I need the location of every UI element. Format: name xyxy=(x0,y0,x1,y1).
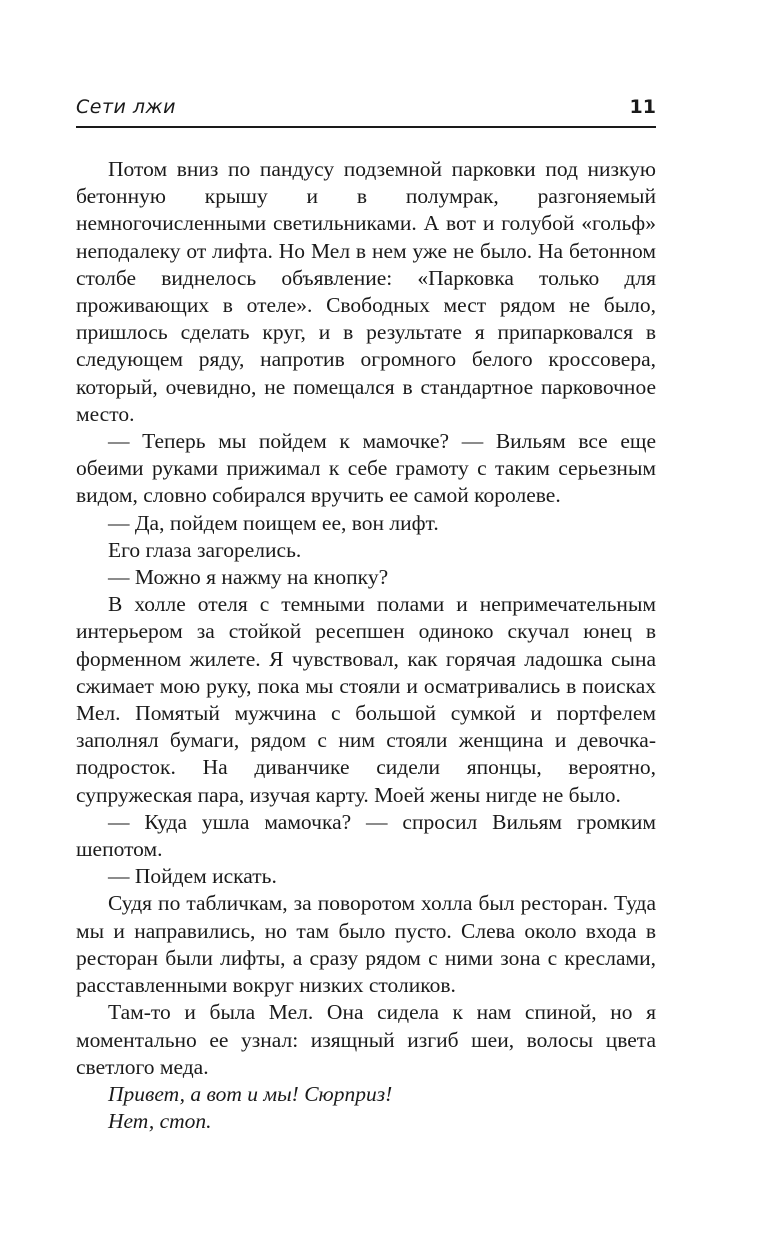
dialogue-paragraph: — Пойдем искать. xyxy=(108,864,277,889)
header-rule xyxy=(76,126,656,128)
paragraph: Потом вниз по пандусу подземной парковки под низкую бетонную крышу и в полумрак, разгоняемый немногочисленными светильниками. А вот и голубой «гольф» неподалеку от лифта. Но Мел в нем уже не было. На бетонном столбе виднелось объявление: «Парковка только для проживающих в отеле». Свободных мест рядом не было, пришлось сделать круг, и в результате я припарковался в следующем ряду, напротив огромного белого кроссовера, который, очевидно, не помещался в стандартное парковочное место. xyxy=(76,157,656,426)
running-title: Сети лжи xyxy=(76,96,177,118)
dialogue-paragraph: — Теперь мы пойдем к мамочке? — Вильям все еще обеими руками прижимал к себе грамоту с таким серьезным видом, словно собирался вручить ее самой королеве. xyxy=(76,429,656,508)
body-text xyxy=(76,156,656,1135)
paragraph: Судя по табличкам, за поворотом холла был ресторан. Туда мы и направились, но там было пусто. Слева около входа в ресторан были лифты, а сразу рядом с ними зона с креслами, расставленными вокруг низких столиков. xyxy=(76,891,656,998)
page-number: 11 xyxy=(629,96,656,118)
paragraph: Там-то и была Мел. Она сидела к нам спиной, но я моментально ее узнал: изящный изгиб шеи, волосы цвета светлого меда. xyxy=(76,1000,656,1079)
dialogue-paragraph: — Да, пойдем поищем ее, вон лифт. xyxy=(108,510,439,535)
dialogue-paragraph: — Куда ушла мамочка? — спросил Вильям громким шепотом. xyxy=(76,809,656,862)
running-header xyxy=(76,96,656,124)
italic-thought: Привет, а вот и мы! Сюрприз! xyxy=(108,1081,393,1106)
paragraph: В холле отеля с темными полами и непримечательным интерьером за стойкой ресепшен одиноко скучал юнец в форменном жилете. Я чувствовал, как горячая ладошка сына сжимает мою руку, пока мы стояли и осматривались в поисках Мел. Помятый мужчина с большой сумкой и портфелем заполнял бумаги, рядом с ним стояли женщина и девочка-подросток. На диванчике сидели японцы, вероятно, супружеская пара, изучая карту. Моей жены нигде не было. xyxy=(76,592,656,807)
dialogue-paragraph: — Можно я нажму на кнопку? xyxy=(108,565,389,590)
paragraph: Его глаза загорелись. xyxy=(108,537,302,562)
italic-thought: Нет, стоп. xyxy=(108,1109,212,1134)
